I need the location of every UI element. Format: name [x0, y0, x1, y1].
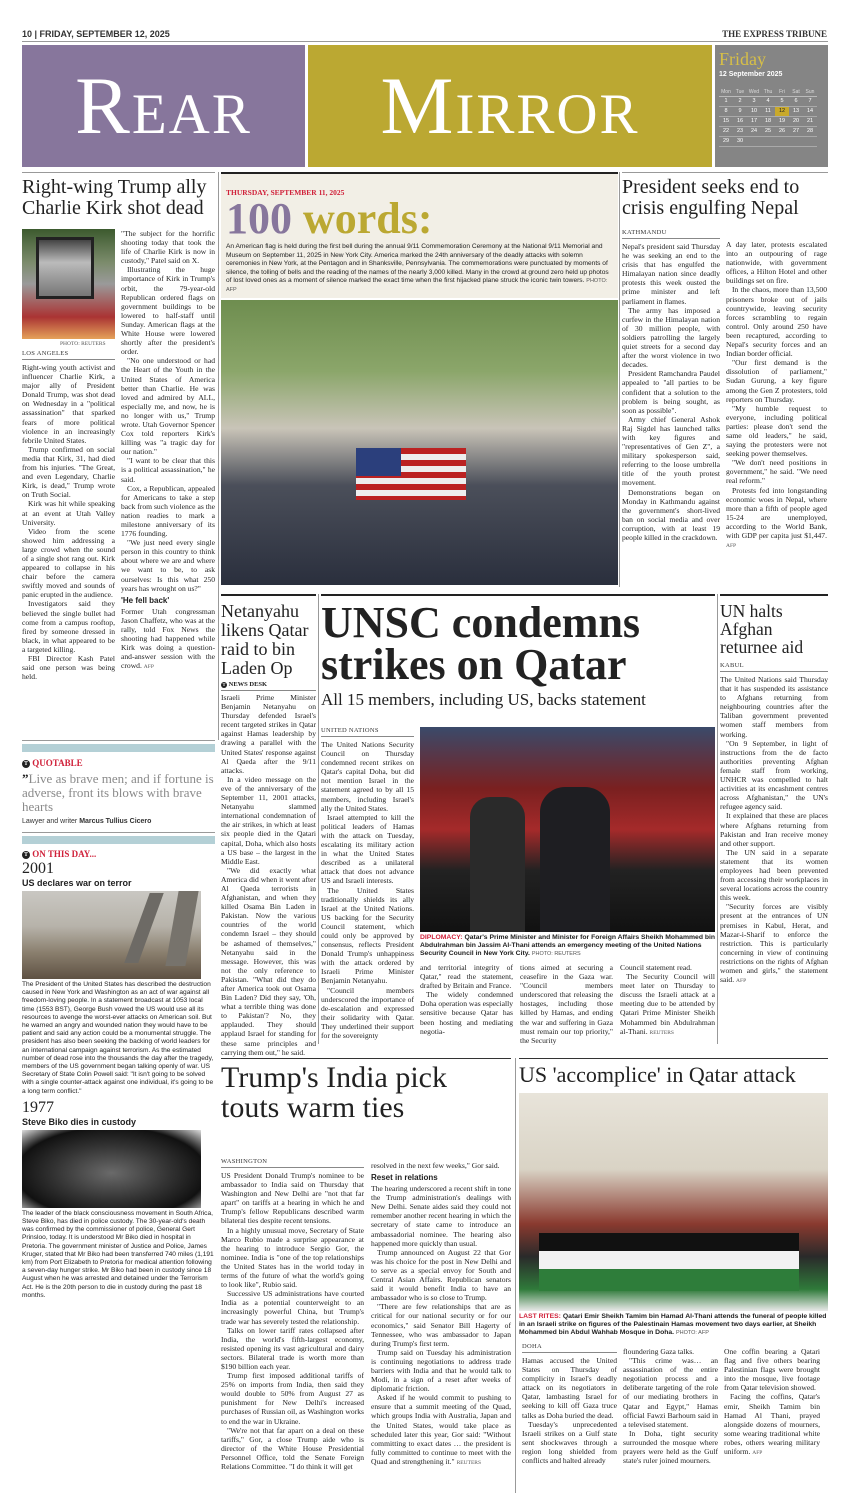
paragraph-text: floundering Gaza talks. — [623, 1347, 695, 1356]
paragraph-text: Investigators said they believed the single bullet had come from a campus rooftop, fired by someone dressed in black, in what appeared to be a targeted killing. — [22, 599, 115, 654]
paragraph-text: A day later, protests escalated into an outpouring of rage nationwide, with government offices, a Hilton Hotel and other buildings set on fire. — [726, 240, 827, 286]
coffin-flag-white — [539, 1251, 799, 1269]
paragraph-text: Hamas accused the United States on Thursday of complicity in Israel's deadly attack on its negotiators in Qatar, lambasting Israel for seeking to kill off Gaza truce talks as Doha buried the dead. — [522, 1356, 617, 1420]
ground-zero-photo — [22, 891, 201, 979]
agency-credit: AFP — [726, 543, 737, 550]
paragraph-text: Israeli Prime Minister Benjamin Netanyahu on Thursday defended Israel's recent targeted strikes in Qatar against Hamas leadership by drawing a parallel with the United States' response against Al Qaeda after the 9/11 attacks. — [221, 693, 316, 775]
weekday-label: Fri — [775, 89, 789, 97]
paragraph — [121, 229, 215, 265]
kirk-col1-text — [22, 363, 115, 681]
paragraph-text: In a video message on the eve of the anniversary of the September 11, 2001 attacks, Netanyahu slammed international condemnation of the air strikes, in which at least six people died in the Qatari capital, Doha, which also hosts a US base – the largest in the Middle East. — [221, 774, 316, 866]
paragraph-text: Tuesday's unprecedented Israeli strikes on a Gulf state sent shockwaves through a region long shielded from conflicts and halted already — [522, 1419, 617, 1466]
calendar-day: 7 — [803, 97, 817, 107]
calendar-day: 21 — [803, 117, 817, 127]
kirk-top-rule — [22, 172, 215, 173]
nepal-headline: President seeks end to crisis engulfing Nepal — [622, 176, 800, 219]
paragraph — [726, 486, 827, 552]
paragraph-text: "We're not that far apart on a deal on these tariffs," Gor, a close Trump aide who is director of the White House Presidential Personnel Office, told the Senate Foreign Relations Committee. "I do think it will get — [221, 1425, 364, 1471]
calendar-day: 6 — [789, 97, 803, 107]
india-col2 — [371, 1161, 511, 1468]
paragraph-text: One coffin bearing a Qatari flag and five others bearing Palestinian flags were brought into the mosque, live footage from Qatar television showed. — [724, 1347, 820, 1393]
unsc-col4 — [620, 963, 715, 1038]
event-text-2001: The President of the United States has described the destruction caused in New York and Washington as an act of war against all freedom-loving people. In a statement broadcast at 1053 local time (1553 BST), George Bush vowed the US would use all its resources to avenge the worst-ever attacks on American soil. But he warned an angry and wounded nation they would have to be patient and said any action could be a monumental struggle. The president has also been seeking the backing of world leaders for an international campaign against terrorism. As the estimated number of dead rose into the thousands the day after the tragedy, members of the US government began talking openly of war. US Secretary of State Colin Powell said: "It isn't going to be solved with a single counter-attack against one individual, it's going to be a long term conflict." — [22, 981, 214, 1095]
col-divider — [717, 594, 718, 1044]
unsc-meeting-photo — [420, 727, 715, 932]
calendar-day — [803, 137, 817, 147]
paragraph-text: President Ramchandra Paudel appealed to "all parties to be confident that a solution to the problem is being sought, as soon as possible". — [622, 369, 720, 415]
paragraph-text: Talks on lower tariff rates collapsed after India, the world's fifth-largest economy, resisted opening its vast agricultural and dairy sectors. Bilateral trade is worth more than $190 billion each year. — [221, 1325, 364, 1371]
afghan-headline: UN halts Afghan returnee aid — [720, 601, 804, 657]
quote-mark-icon: ” — [22, 771, 29, 786]
nepal-top-rule — [622, 172, 828, 173]
paragraph-text: The United Nations Security Council on Thursday condemned recent strikes on Qatar's capital Doha, but did not mention Israel in the statement agreed to by all 15 members, including Israel's ally the United States. — [321, 740, 414, 813]
on-this-day-rule — [22, 832, 215, 833]
paragraph — [726, 458, 827, 485]
page-number: 10 — [22, 29, 33, 39]
paragraph — [623, 1356, 718, 1429]
unsc-col4b-text: The Security Council will meet later on Thursday to discuss the Israeli attack at a meeting due to be attended by Qatari Prime Minister Sheikh Mohammed bin Abdulrahman al-Thani. — [620, 972, 715, 1036]
paragraph-text: "On 9 September, in light of instructions from the de facto authorities preventing Afghan female staff from working, UNHCR was compelled to halt activities at its encashment centres across Afghanistan," the UN's refugee agency said. — [720, 738, 828, 812]
unsc-headline: UNSC condemns strikes on Qatar — [321, 598, 641, 689]
paragraph-text: "The subject for the horrific shooting today that took the life of Charlie Kirk is now in custody," Patel said on X. — [121, 229, 215, 266]
paragraph-text: Nepal's president said Thursday he was seeking an end to the crisis that has engulfed the Himalayan nation since deadly protests this week ousted the prime minister and left parliament in flames. — [622, 242, 720, 306]
paragraph-text: Illustrating the huge importance of Kirk in Trump's orbit, the 79-year-old Republican ordered flags on government buildings to be lowered to half-staff until Sunday. American flags at the White House were lowered shortly after the president's order. — [121, 265, 215, 357]
calendar-day: 13 — [789, 107, 803, 117]
accomplice-caption — [519, 1313, 829, 1338]
paragraph-text: "Our first demand is the dissolution of parliament," Sudan Gurung, a key figure among the Gen Z protesters, told reporters on Thursday. — [726, 358, 827, 404]
event-title-2001: US declares war on terror — [22, 878, 132, 888]
hundred-words-kicker: THURSDAY, SEPTEMBER 11, 2025 — [226, 188, 345, 197]
paragraph-text: "Security forces are visibly present at the entrances of UN premises in Kabul, Herat, and Mazar-i-Sharif to enforce the restriction. This is particularly concerning in view of continuing restrictions on the rights of Afghan women and girls," the statement said. — [720, 902, 828, 985]
unsc-col1-text — [321, 740, 414, 1040]
paragraph-text: "We did exactly what America did when it went after Al Qaeda terrorists in Afghanistan, and when they killed Osama Bin Laden in Pakistan. Now the various countries of the world condemn Israel – they should be ashamed of themselves," Netanyahu said in the message. However, this was not the only reference to Pakistan. "What did they do after America took out Osama Bin Laden? Did they say, 'Oh, what a terrible thing was done to Pakistan'? No, they applauded. They should applaud Israel for standing for these same principles and carrying them out," he said. — [221, 865, 316, 1057]
calendar-day: 4 — [761, 97, 775, 107]
on-this-day-band — [22, 836, 215, 844]
paragraph-text: "My humble request to everyone, including political parties: please don't send the same old leaders," he said, saying the protesters were not seeking power themselves. — [726, 403, 827, 459]
header-rule — [22, 41, 828, 42]
paragraph-text: FBI Director Kash Patel said one person was being held. — [22, 654, 115, 682]
accomplice-dateline: DOHA — [522, 1343, 617, 1353]
accomplice-headline: US 'accomplice' in Qatar attack — [519, 1062, 796, 1087]
paragraph — [371, 1393, 511, 1468]
paragraph — [622, 488, 720, 543]
unsc-col3-text: tions aimed at securing a ceasefire in the Gaza war. "Council members underscored that releasing the hostages, including those killed by Hamas, and ending the war and suffering in Gaza must remain our top priority," the Security — [520, 963, 613, 1045]
paragraph-text: "There are few relationships that are as critical for our national security or for our economics," said Senator Bill Hagerty of Tennessee, who was ambassador to Japan during Trump's first term. — [371, 1302, 511, 1348]
india-col2-start: resolved in the next few weeks," Gor said. — [371, 1161, 500, 1170]
paragraph — [121, 484, 215, 539]
kirk-col2-end: Former Utah congressman Jason Chaffetz, who was at the rally, told Fox News the shooting had happened while Kirk was doing a question-and-answer session with the crowd. — [121, 606, 215, 671]
nepal-col2-text — [726, 240, 827, 551]
netanyahu-headline: Netanyahu likens Qatar raid to bin Laden Op — [221, 601, 309, 678]
calendar-day-name: Friday — [719, 49, 766, 69]
calendar-day: 25 — [761, 127, 775, 137]
india-top-rule — [221, 1058, 511, 1059]
paragraph — [321, 813, 414, 886]
calendar-day: 16 — [733, 117, 747, 127]
paragraph-text: Successive US administrations have courted India as a potential counterweight to an increasingly powerful China, but Trump's trade war has severely tested the relationship. — [221, 1289, 364, 1326]
caption-text: Qatar's Prime Minister and Minister for Foreign Affairs Sheikh Mohammed bin Abdulrahman bin Jassim Al-Thani attends an emergency meeting of the United Nations Security Council in New York City. — [420, 934, 716, 958]
paragraph — [22, 445, 115, 500]
kirk-agency: AFP — [143, 664, 154, 671]
col-divider — [318, 594, 319, 1044]
weekday-label: Tue — [733, 89, 747, 97]
steve-biko-photo — [22, 1130, 201, 1208]
accomplice-col3 — [724, 1347, 820, 1458]
weekday-label: Sun — [803, 89, 817, 97]
agency-credit: REUTERS — [456, 1459, 482, 1466]
paragraph — [371, 1302, 511, 1347]
masthead-title-mirror: Mirror — [380, 60, 640, 151]
paragraph-text: Israel attempted to kill the political leaders of Hamas with the attack on Tuesday, escalating its military action in what the United States described as a unilateral attack that does not advance US and Israeli interests. — [321, 812, 414, 886]
accomplice-col3-text — [724, 1347, 820, 1458]
nepal-col1 — [622, 229, 720, 542]
kirk-photo-credit: PHOTO: REUTERS — [60, 341, 106, 347]
calendar-day: 5 — [775, 97, 789, 107]
memorial-ceremony-photo — [221, 300, 618, 585]
calendar-day: 11 — [761, 107, 775, 117]
calendar-day: 1 — [719, 97, 733, 107]
calendar-full-date: 12 September 2025 — [719, 71, 783, 78]
paragraph-text: The United States traditionally shields its ally Israel at the United Nations. US backing for the Security Council statement, which could only be approved by consensus, reflects President Donald Trump's unhappiness with the attack ordered by Israeli Prime Minister Benjamin Netanyahu. — [321, 885, 414, 986]
coffin-flag-green — [539, 1269, 799, 1291]
india-headline: Trump's India pick touts warm ties — [221, 1061, 447, 1124]
title-number: 100 — [226, 194, 292, 243]
tower-ruin — [165, 891, 198, 966]
paragraph-text: The UN said in a separate statement that its women employees had been prevented from accessing their workplaces in several locations across the country this week. — [720, 847, 828, 903]
india-col1 — [221, 1158, 364, 1471]
paragraph-text: The army has imposed a curfew in the Himalayan nation of 30 million people, with soldiers patrolling the largely quiet streets for a second day after the worst violence in two decades. — [622, 305, 720, 370]
calendar-day: 27 — [789, 127, 803, 137]
hundred-words-title — [226, 194, 433, 243]
paragraph — [321, 740, 414, 813]
unsc-col3 — [520, 963, 613, 1045]
paragraph — [321, 886, 414, 986]
paragraph — [22, 654, 115, 681]
paragraph-text: In a highly unusual move, Secretary of State Marco Rubio made a surprise appearance at the hearing to introduce Sergio Gor, the nominee. India is "one of the top relationships the United States has in the world today in terms of the future of what the world's going to look like", Rubio said. — [221, 1225, 364, 1290]
issue-date: FRIDAY, SEPTEMBER 12, 2025 — [39, 29, 170, 39]
paragraph-text: Demonstrations began on Monday in Kathmandu against the government's short-lived ban on social media and over corruption, with at least 19 people killed in the crackdown. — [622, 487, 720, 542]
calendar-day: 20 — [789, 117, 803, 127]
agency-credit: AFP — [736, 978, 747, 985]
paragraph — [22, 527, 115, 600]
afghan-col — [720, 662, 828, 986]
hundred-words-body: An American flag is held during the first bell during the annual 9/11 Commemoration Ceremony at the National 9/11 Memorial and Museum on September 11, 2025 in New York City. America marked the 24th anniversary of the deadly attacks with solemn ceremonies in New York, at the Pentagon and in Shanksville, Pennsylvania. The commemorations were punctuated by moments of silence, the tolling of bells and the reading of the names of the nearly 3,000 killed. Many in the crowd at ground zero held up photos of lost loved ones as a moment of silence marked the exact time when the first hijacked plane struck the iconic twin towers. — [226, 243, 609, 285]
paragraph — [221, 1289, 364, 1325]
calendar-day: 3 — [747, 97, 761, 107]
caption-credit: PHOTO: AFP — [675, 1330, 709, 1337]
paragraph — [726, 404, 827, 459]
tribune-logo-icon: T — [23, 851, 28, 858]
unsc-top-rule — [321, 594, 715, 596]
on-this-day-label — [22, 849, 215, 860]
paragraph-text: Cox, a Republican, appealed for Americans to take a step back from such violence as the nation readies to mark a milestone anniversary of its 1776 founding. — [121, 483, 215, 539]
hundred-words-box — [221, 174, 618, 298]
portrait-frame — [36, 237, 94, 299]
weekday-label: Mon — [719, 89, 733, 97]
india-col1-text — [221, 1171, 364, 1471]
col-divider — [515, 1058, 516, 1493]
paragraph — [622, 369, 720, 414]
date-calendar-panel — [715, 45, 828, 167]
paragraph-text: Asked if he would commit to pushing to ensure that a summit meeting of the Quad, which groups India with Australia, Japan and the United States, would take place as scheduled later this year, Gor said: "Without committing to exact dates … the president is fully committed to continue to meet with the Quad and strengthening it." — [371, 1393, 511, 1466]
event-year-2001: 2001 — [22, 860, 54, 877]
paragraph-text: In Doha, tight security surrounded the mosque where prayers were held as the Gulf state's ruler joined mourners. — [623, 1428, 718, 1466]
paragraph — [726, 240, 827, 285]
paragraph — [121, 456, 215, 483]
calendar-day: 12 — [775, 107, 789, 117]
paragraph-text: It explained that these are places where Afghans returning from Pakistan and Iran receive money and other support. — [720, 811, 828, 848]
flag-canton — [356, 448, 401, 476]
paragraph — [371, 1184, 511, 1248]
netanyahu-top-rule — [221, 594, 316, 596]
calendar-day: 14 — [803, 107, 817, 117]
col-divider — [218, 172, 219, 740]
nepal-dateline: KATHMANDU — [622, 229, 720, 239]
paragraph — [726, 285, 827, 358]
person-figure — [470, 797, 525, 932]
paragraph-text: The United Nations said Thursday that it has suspended its assistance to Afghans returning from neighbouring countries after the Taliban government prevented women staff members from working. — [720, 675, 828, 739]
paragraph — [623, 1429, 718, 1465]
caption-text: Qatari Emir Sheikh Tamim bin Hamad Al-Thani attends the funeral of people killed in an Israeli strike on figures of the Palestinain Hamas movement two days earlier, at Sheikh Mohammed bin Abdul Wahhab Mosque in Doha. — [519, 1313, 827, 1337]
caption-tag: DIPLOMACY: — [420, 934, 463, 941]
paragraph — [720, 902, 828, 986]
paragraph-text: "We don't need positions in government," he said. "We need real reform." — [726, 458, 827, 486]
paragraph — [221, 1171, 364, 1226]
quotable-band — [22, 744, 215, 752]
calendar-day: 2 — [733, 97, 747, 107]
paragraph — [22, 499, 115, 526]
tribune-logo-icon: T — [222, 682, 226, 687]
masthead-title-rear: Rear — [75, 60, 252, 151]
unsc-col2-text: and territorial integrity of Qatar," read the statement, drafted by Britain and France. — [420, 963, 513, 991]
weekday-label: Wed — [748, 89, 760, 95]
page-folio: 10 | FRIDAY, SEPTEMBER 12, 2025 — [22, 29, 170, 39]
nepal-col2 — [726, 240, 827, 551]
paragraph-text: Trump said on Tuesday his administration is continuing negotiations to address trade barriers with India and that he would talk to Modi, in a sign of a reset after weeks of diplomatic friction. — [371, 1347, 511, 1394]
calendar-day: 18 — [761, 117, 775, 127]
quotable-label-text: QUOTABLE — [32, 758, 83, 768]
accomplice-col1 — [522, 1343, 617, 1465]
quotable-label — [22, 758, 215, 769]
nepal-col1-text — [622, 242, 720, 542]
quote-block — [22, 772, 215, 814]
paragraph-text: Trump confirmed on social media that Kirk, 31, had died from his injuries. "The Great, and even Legendary, Charlie Kirk, is dead," Trump wrote on Truth Social. — [22, 444, 115, 500]
calendar-day: 10 — [747, 107, 761, 117]
calendar-day: 8 — [719, 107, 733, 117]
agency-credit: AFP — [752, 1450, 763, 1457]
event-year-1977: 1977 — [22, 1098, 54, 1116]
paragraph-text: "Council members underscored the importance of de-escalation and expressed their solidarity with Qatar. They underlined their support for the sovereignty — [321, 985, 414, 1040]
quotable-rule — [22, 740, 215, 741]
title-word: words: — [303, 194, 433, 243]
paragraph-text: Trump first imposed additional tariffs of 25% on imports from India, then said they would double to 50% from August 27 as punishment for New Delhi's increased purchases of Russian oil, as Washington works to end the war in Ukraine. — [221, 1371, 364, 1426]
left-lower-column — [22, 740, 215, 1300]
coffin-flag-black — [539, 1233, 799, 1251]
unsc-col1 — [321, 727, 414, 1040]
paragraph — [22, 363, 115, 445]
calendar-day: 9 — [733, 107, 747, 117]
paragraph — [221, 775, 316, 866]
paragraph — [221, 1371, 364, 1426]
unsc-dateline: UNITED NATIONS — [321, 727, 414, 737]
unsc-caption — [420, 934, 716, 959]
byline-text: NEWS DESK — [228, 681, 268, 688]
paragraph — [622, 242, 720, 306]
event-title-1977: Steve Biko dies in custody — [22, 1116, 137, 1127]
calendar-day: 23 — [733, 127, 747, 137]
paragraph — [720, 739, 828, 812]
calendar-day: 29 — [719, 137, 733, 147]
unsc-col2 — [420, 963, 513, 1036]
unsc-standfirst: All 15 members, including US, backs statement — [321, 690, 646, 709]
paragraph — [221, 866, 316, 1057]
paragraph — [720, 811, 828, 847]
calendar-day — [775, 137, 789, 147]
paragraph-text: "I want to be clear that this is a political assassination," he said. — [121, 456, 215, 484]
calendar-day: 19 — [775, 117, 789, 127]
paragraph — [371, 1248, 511, 1303]
paragraph — [522, 1356, 617, 1420]
hundred-words-text — [226, 243, 614, 295]
paragraph-text: In the chaos, more than 13,500 prisoners broke out of jails countrywide, leaving security forces scrambling to regain control. Only around 250 have been recaptured, according to Nepal's security forces and an Indian border official. — [726, 285, 827, 359]
kirk-headline: Right-wing Trump ally Charlie Kirk shot dead — [22, 176, 207, 219]
attribution-name: Marcus Tullius Cicero — [79, 818, 152, 825]
paragraph-text: "No one understood or had the Heart of the Youth in the United States of America better than Charlie. He was loved and admired by ALL, especially me, and now, he is no longer with us," Trump wrote. Utah Governor Spencer Cox told reporters Kirk's killing was "a tragic day for our nation." — [121, 356, 215, 457]
kirk-col1 — [22, 350, 115, 681]
calendar-day: 22 — [719, 127, 733, 137]
unsc-col2b-text: The widely condemned Doha operation was especially sensitive because Qatar has been hosting and mediating negotia- — [420, 990, 513, 1036]
paragraph — [221, 1226, 364, 1290]
paragraph — [121, 265, 215, 356]
masthead-center-panel — [308, 45, 712, 167]
calendar-day: 15 — [719, 117, 733, 127]
paragraph-text: "This crime was… an assassination of the entire negotiation process and a deliberate targeting of the role of our mediating brothers in Qatar and Egypt," Hamas official Fawzi Barhoum said in a televised statement. — [623, 1356, 718, 1429]
calendar-day: 17 — [747, 117, 761, 127]
paragraph — [371, 1348, 511, 1393]
netanyahu-body — [221, 693, 316, 1057]
india-col2-text — [371, 1184, 511, 1468]
event-text-1977: The leader of the black consciousness movement in South Africa, Steve Biko, has died in police custody. The 30-year-old's death was confirmed by the commissioner of police, General Gert Prinsloo, today. It is understood Mr Biko died in hospital in Pretoria. The government minister of Justice and Police, James Kruger, stated that Mr Biko had been transferred 740 miles (1,191 km) from Port Elizabeth to Pretoria for medical attention following a seven-day hunger strike. Mr Biko had been in custody since 18 August when he was arrested and detained under the Terrorism Act. He is the 20th person to die in custody during the past 18 months. — [22, 1209, 214, 1299]
accomplice-col1-text — [522, 1356, 617, 1465]
hundred-words-credit: PHOTO: AFP — [226, 278, 608, 293]
paragraph-text: Protests fed into longstanding economic woes in Nepal, where more than a fifth of people aged 15-24 are unemployed, according to the World Bank, with GDP per capita just $1,447. — [726, 485, 827, 540]
paragraph-text: Army chief General Ashok Raj Sigdel has launched talks with key figures and "representatives of Gen Z", a military spokesperson said, referring to the loose umbrella title of the youth protest movement. — [622, 414, 720, 488]
calendar-day: 24 — [747, 127, 761, 137]
paragraph — [321, 986, 414, 1041]
india-subhead: Reset in relations — [371, 1173, 438, 1183]
paragraph — [121, 538, 215, 593]
afghan-dateline: KABUL — [720, 662, 828, 672]
paragraph — [22, 599, 115, 654]
unsc-agency: REUTERS — [649, 1029, 674, 1036]
person-figure — [540, 787, 610, 932]
publication-name: THE EXPRESS TRIBUNE — [722, 29, 827, 39]
calendar-day: 26 — [775, 127, 789, 137]
funeral-photo — [519, 1093, 828, 1311]
caption-tag: LAST RITES: — [519, 1313, 561, 1320]
paragraph-text: The hearing underscored a recent shift in tone the Trump administration's dealings with New Delhi. Senate aides said they could not remember another recent hearing in which the secretary of state came to introduce an ambassadorial nominee. The hearing also happened more quickly than usual. — [371, 1184, 511, 1248]
paragraph — [221, 1426, 364, 1471]
paragraph — [622, 415, 720, 488]
calendar-day: 30 — [733, 137, 747, 147]
kirk-memorial-photo — [22, 229, 115, 339]
attribution-prefix: Lawyer and writer — [22, 818, 78, 825]
kirk-col2 — [121, 229, 215, 672]
weekday-label: Thu — [761, 89, 775, 97]
afghan-text — [720, 675, 828, 986]
kirk-subhead: 'He fell back' — [121, 595, 170, 605]
unsc-col4-text: Council statement read. — [620, 963, 692, 972]
caption-credit: PHOTO: REUTERS — [531, 951, 581, 958]
calendar-day: 28 — [803, 127, 817, 137]
accomplice-top-rule — [519, 1058, 828, 1059]
masthead-left-panel — [22, 45, 305, 167]
paragraph — [121, 356, 215, 456]
netanyahu-byline — [221, 681, 316, 691]
american-flag — [356, 448, 466, 500]
paragraph-text: Kirk was hit while speaking at an event at Utah Valley University. — [22, 499, 115, 527]
paragraph-text: Right-wing youth activist and influencer Charlie Kirk, a major ally of President Donald Trump, was shot dead on Wednesday in a "political assassination" that sparked fears of more political violence in an increasingly febrile United States. — [22, 363, 115, 445]
paragraph — [623, 1347, 718, 1356]
india-dateline: WASHINGTON — [221, 1158, 364, 1168]
quote-text: Live as brave men; and if fortune is adverse, front its blows with brave hearts — [22, 771, 214, 814]
calendar-day — [761, 137, 775, 147]
paragraph-text: Trump announced on August 22 that Gor was his choice for the post in New Delhi and to serve as a special envoy for South and Central Asian Affairs. Republican senators said it would benefit India to have an ambassador who is so close to Trump. — [371, 1247, 511, 1303]
kirk-dateline: LOS ANGELES — [22, 350, 115, 360]
tower-ruin — [124, 893, 163, 963]
calendar-day — [747, 137, 761, 147]
accomplice-col2 — [623, 1347, 718, 1465]
month-calendar — [719, 89, 817, 147]
col-divider — [619, 172, 620, 587]
paragraph — [221, 1326, 364, 1371]
paragraph — [622, 306, 720, 370]
paragraph — [522, 1420, 617, 1465]
paragraph-text: Video from the scene showed him addressing a large crowd when the sound of a single shot rang out. Kirk appeared to collapse in his chair before the camera swiftly moved and sounds of panic erupted in the audience. — [22, 526, 115, 600]
paragraph — [726, 358, 827, 403]
quote-attribution — [22, 817, 215, 826]
paragraph-text: Facing the coffins, Qatar's emir, Sheikh Tamim bin Hamad Al Thani, prayed alongside dozens of mourners, some wearing traditional white robes, others wearing military uniform. — [724, 1392, 820, 1457]
paragraph — [720, 675, 828, 739]
paragraph — [221, 693, 316, 775]
paragraph-text: "We just need every single person in this country to think about where we are and where we want to be, to ask ourselves: Is this what 250 years has wrought on us?" — [121, 538, 215, 593]
weekday-label: Sat — [789, 89, 803, 97]
paragraph — [724, 1347, 820, 1392]
calendar-day — [789, 137, 803, 147]
paragraph-text: US President Donald Trump's nominee to be ambassador to India said on Thursday that Washington and New Delhi are "not that far apart" on tariffs at a hearing in which he and Trump's fellow Republicans described warm bilateral ties despite recent tensions. — [221, 1171, 364, 1226]
tribune-logo-icon: T — [23, 760, 28, 767]
afghan-top-rule — [720, 594, 828, 596]
on-this-day-label-text: ON THIS DAY... — [32, 849, 97, 859]
paragraph — [720, 848, 828, 903]
paragraph — [724, 1392, 820, 1458]
